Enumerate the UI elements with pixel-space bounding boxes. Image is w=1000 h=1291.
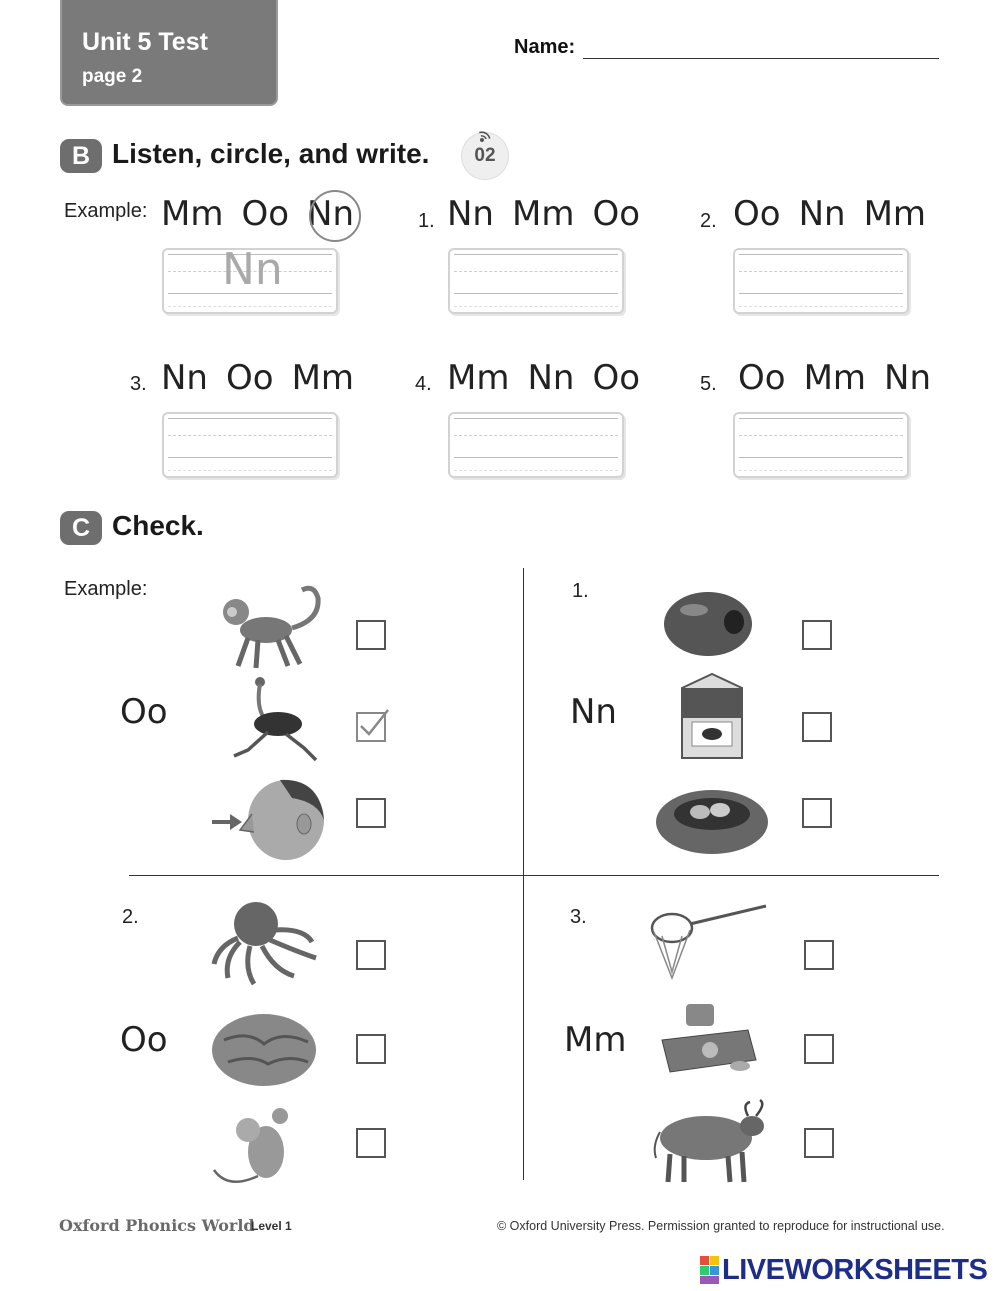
- letter-choice[interactable]: Nn: [447, 194, 494, 234]
- checkbox-checked[interactable]: [356, 712, 386, 742]
- letter-choice[interactable]: Oo: [592, 358, 641, 398]
- section-c-title: Check.: [112, 510, 204, 541]
- ox-icon: [648, 1096, 768, 1188]
- money-icon: [648, 1000, 768, 1092]
- page-label: page 2: [82, 66, 143, 87]
- quadrant-label: 1.: [572, 580, 589, 602]
- track-number: 02: [474, 145, 496, 166]
- letter-choice[interactable]: Nn: [161, 358, 208, 398]
- write-box[interactable]: [733, 248, 909, 314]
- olive-icon: [652, 580, 772, 672]
- letter-choice[interactable]: Oo: [241, 194, 290, 234]
- quadrant-label: 2.: [122, 906, 139, 928]
- item-number: 2.: [700, 210, 717, 232]
- letter-choice[interactable]: Mm: [511, 194, 575, 234]
- letter-choice[interactable]: Oo: [733, 194, 781, 234]
- checkbox[interactable]: [356, 1128, 386, 1158]
- letter-choice[interactable]: Mm: [291, 358, 355, 398]
- name-input-line[interactable]: [583, 58, 939, 59]
- letter-choices: [738, 358, 949, 398]
- brand-logo: Oxford Phonics World: [59, 1216, 255, 1235]
- letter-choices: [161, 358, 372, 398]
- checkbox[interactable]: [804, 1034, 834, 1064]
- section-b-title: Listen, circle, and write.: [112, 138, 430, 169]
- octopus-icon: [208, 898, 328, 990]
- write-box[interactable]: [162, 412, 338, 478]
- nose-face-icon: [208, 772, 328, 864]
- item-number: 3.: [130, 373, 147, 395]
- checkbox[interactable]: [802, 712, 832, 742]
- fishing-net-icon: [648, 900, 768, 992]
- monkey-icon: [208, 580, 328, 672]
- traced-answer: Nn: [222, 244, 283, 295]
- write-box[interactable]: [448, 248, 624, 314]
- letter-choice[interactable]: Nn: [884, 358, 932, 398]
- write-box[interactable]: [733, 412, 909, 478]
- section-c-badge: C: [60, 511, 102, 545]
- target-letter: Mm: [564, 1020, 627, 1060]
- liveworksheets-logo-icon: [700, 1256, 720, 1284]
- checkbox[interactable]: [356, 940, 386, 970]
- letter-choice[interactable]: Mm: [161, 194, 224, 234]
- level-label: Level 1: [251, 1219, 292, 1233]
- target-letter: Nn: [570, 692, 617, 732]
- write-box[interactable]: [448, 412, 624, 478]
- nest-icon: [652, 774, 772, 866]
- checkbox[interactable]: [802, 620, 832, 650]
- grid-vertical-divider: [523, 568, 524, 1180]
- unit-title: Unit 5 Test: [82, 28, 208, 56]
- example-label: Example:: [64, 200, 148, 222]
- checkbox[interactable]: [804, 940, 834, 970]
- item-number: 1.: [418, 210, 435, 232]
- letter-choice[interactable]: Mm: [803, 358, 867, 398]
- letter-choice[interactable]: Oo: [592, 194, 641, 234]
- milk-carton-icon: [652, 670, 772, 762]
- name-label: Name:: [514, 36, 576, 58]
- letter-choice[interactable]: Oo: [738, 358, 786, 398]
- checkbox[interactable]: [356, 1034, 386, 1064]
- liveworksheets-watermark: LIVEWORKSHEETS: [722, 1254, 988, 1286]
- target-letter: Oo: [120, 692, 168, 732]
- copyright-text: © Oxford University Press. Permission granted to reproduce for instructional use.: [497, 1219, 945, 1233]
- checkbox[interactable]: [356, 798, 386, 828]
- checkbox[interactable]: [804, 1128, 834, 1158]
- letter-choice[interactable]: Oo: [225, 358, 274, 398]
- letter-choice[interactable]: Mm: [447, 358, 510, 398]
- checkbox[interactable]: [356, 620, 386, 650]
- section-b-badge: B: [60, 139, 102, 173]
- item-number: 5.: [700, 373, 717, 395]
- ostrich-icon: [208, 676, 328, 768]
- audio-track-button[interactable]: [462, 133, 508, 179]
- letter-choice[interactable]: Mm: [863, 194, 927, 234]
- letter-choices: [447, 358, 658, 398]
- letter-choice[interactable]: Nn: [307, 194, 355, 234]
- mouse-icon: [208, 1100, 328, 1192]
- letter-choice[interactable]: Nn: [798, 194, 846, 234]
- walnut-icon: [208, 1000, 328, 1092]
- example-circle-mark: [309, 190, 361, 242]
- letter-choices: [447, 194, 658, 234]
- checkbox[interactable]: [802, 798, 832, 828]
- quadrant-label: Example:: [64, 578, 148, 600]
- target-letter: Oo: [120, 1020, 168, 1060]
- item-number: 4.: [415, 373, 432, 395]
- letter-choice[interactable]: Nn: [527, 358, 575, 398]
- checkmark-icon: [356, 706, 390, 738]
- example-write-box: [162, 244, 338, 314]
- sound-wave-icon: [478, 128, 496, 144]
- quadrant-label: 3.: [570, 906, 587, 928]
- letter-choices: [733, 194, 944, 234]
- grid-horizontal-divider: [129, 875, 939, 876]
